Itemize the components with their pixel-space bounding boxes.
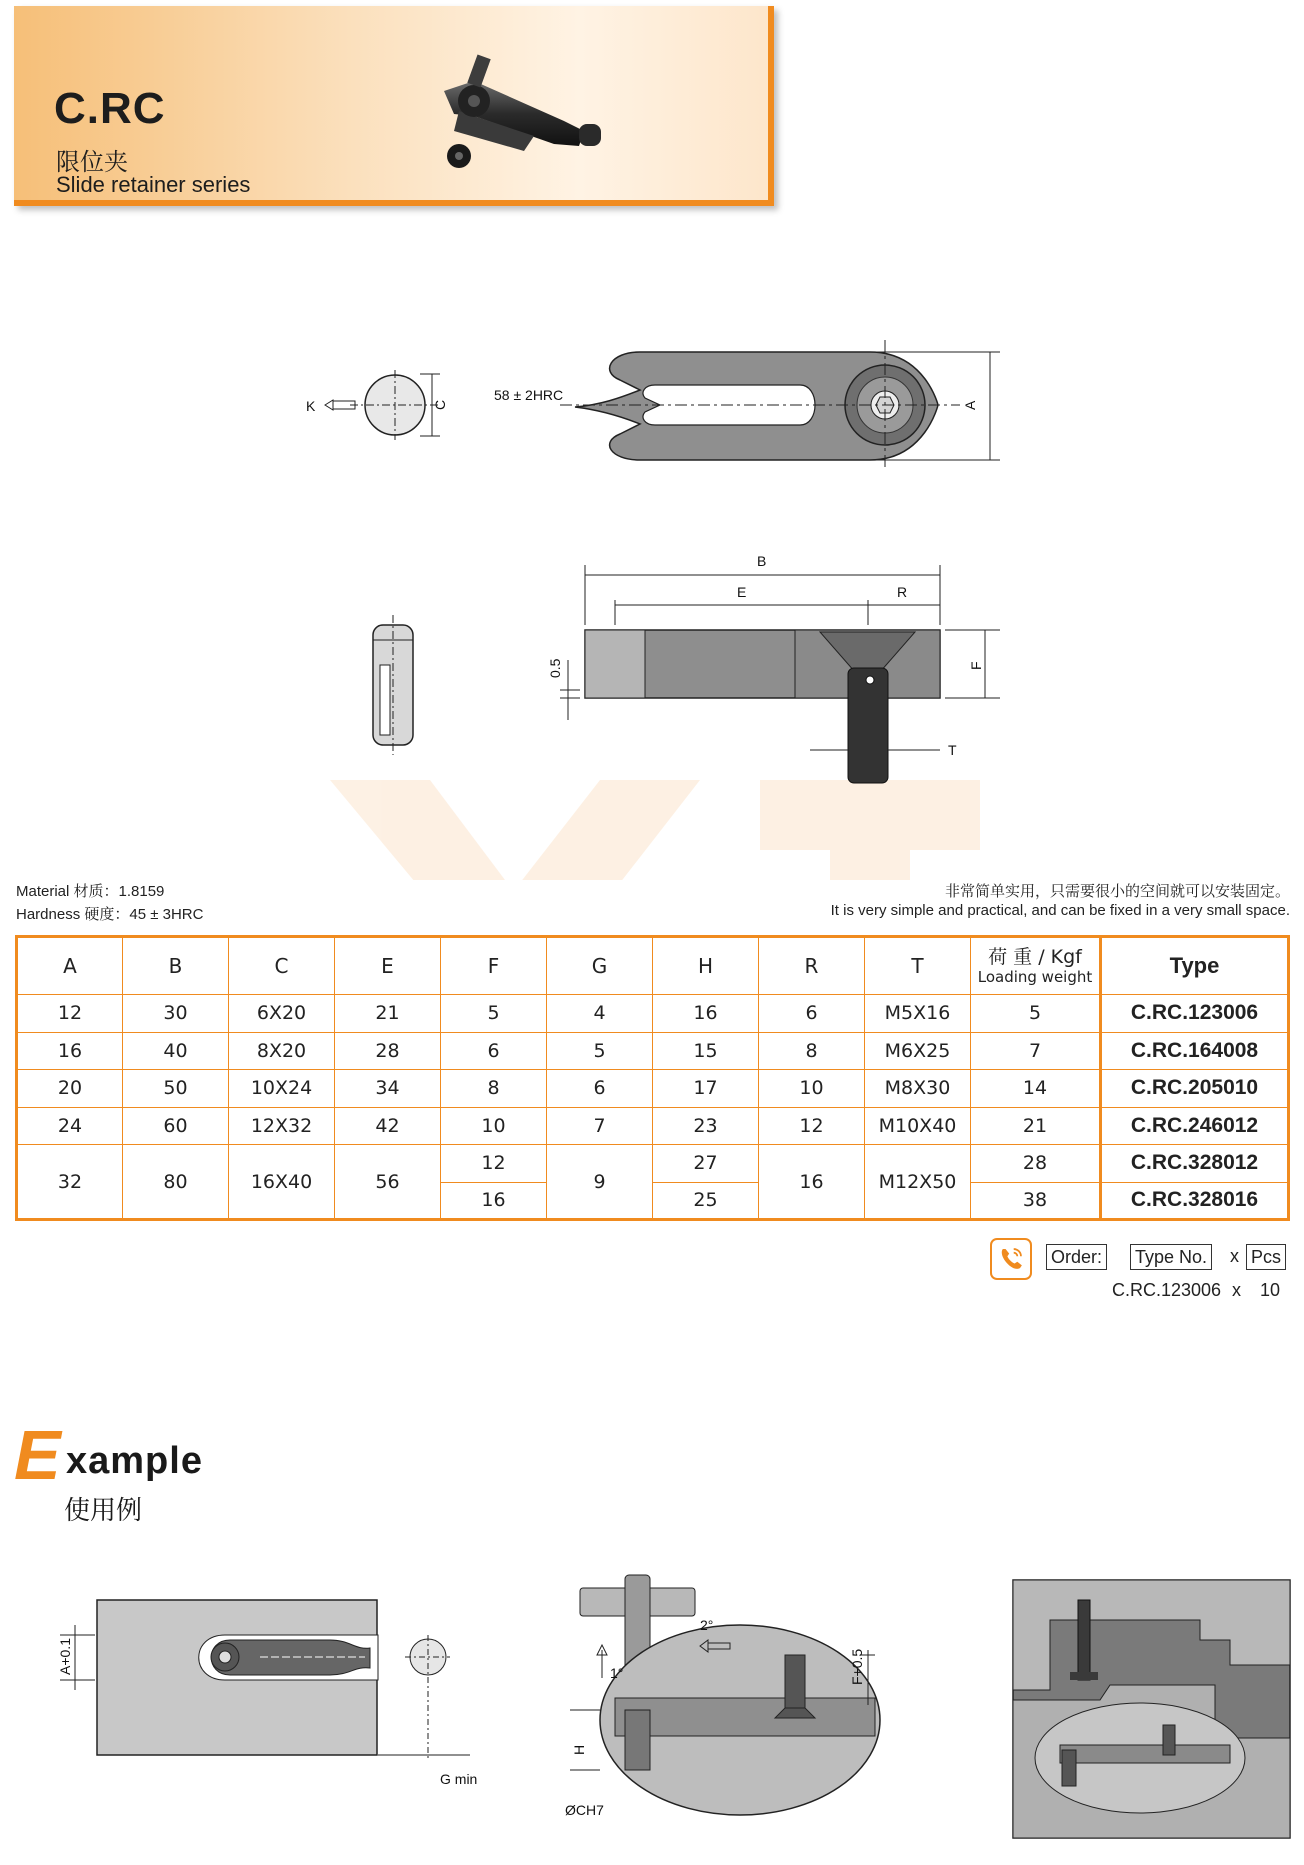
cell-h: 16	[653, 995, 759, 1033]
cell-a: 16	[17, 1032, 123, 1070]
col-header-g: G	[547, 937, 653, 995]
watermark	[330, 780, 980, 880]
cell-type: C.RC.123006	[1101, 995, 1289, 1033]
example-label-h: H	[571, 1744, 587, 1755]
col-header-load	[971, 937, 1101, 995]
cell-g: 4	[547, 995, 653, 1033]
col-header-r: R	[759, 937, 865, 995]
col-header-a: A	[17, 937, 123, 995]
order-example-qty: 10	[1260, 1280, 1281, 1300]
cell-load: 21	[971, 1107, 1101, 1145]
col-header-t: T	[865, 937, 971, 995]
col-header-h: H	[653, 937, 759, 995]
order-pcs: Pcs	[1246, 1244, 1286, 1270]
cell-type: C.RC.328016	[1101, 1182, 1289, 1220]
hardness-text: Hardness 硬度：45 ± 3HRC	[16, 906, 204, 923]
cell-t: M8X30	[865, 1070, 971, 1108]
cell-t: M5X16	[865, 995, 971, 1033]
cell-type: C.RC.205010	[1101, 1070, 1289, 1108]
load-header-bottom: Loading weight	[977, 968, 1093, 986]
product-name-en: Slide retainer series	[56, 172, 251, 197]
cell-load: 5	[971, 995, 1101, 1033]
example-label-1deg: 1°	[610, 1665, 624, 1681]
cell-load: 14	[971, 1070, 1101, 1108]
cell-a: 24	[17, 1107, 123, 1145]
table-row	[17, 995, 1289, 1033]
cell-g: 7	[547, 1107, 653, 1145]
note-cn: 非常简单实用，只需要很小的空间就可以安装固定。	[944, 883, 1290, 900]
dim-label-e: E	[737, 584, 747, 600]
example-assembly-view	[1013, 1580, 1290, 1838]
side-view-small	[373, 615, 413, 755]
example-section-view	[565, 1575, 880, 1818]
example-label-a: A+0.1	[57, 1638, 73, 1675]
product-code: C.RC	[54, 84, 166, 133]
side-view-main	[547, 553, 1000, 783]
cell-r: 8	[759, 1032, 865, 1070]
cell-e: 42	[335, 1107, 441, 1145]
dim-label-b: B	[757, 553, 767, 569]
cell-f: 16	[441, 1182, 547, 1220]
note-en: It is very simple and practical, and can be fixed in a very small space.	[830, 902, 1290, 919]
table-row	[17, 1145, 1289, 1183]
material-text: Material 材质：1.8159	[16, 883, 165, 900]
cell-t: M6X25	[865, 1032, 971, 1070]
cell-h: 17	[653, 1070, 759, 1108]
cell-b: 50	[123, 1070, 229, 1108]
cell-c: 16X40	[229, 1145, 335, 1220]
cell-load: 38	[971, 1182, 1101, 1220]
cell-c: 6X20	[229, 995, 335, 1033]
cell-b: 60	[123, 1107, 229, 1145]
order-example-type: C.RC.123006	[1112, 1280, 1222, 1300]
example-label-2deg: 2°	[700, 1617, 714, 1633]
order-label: Order:	[1046, 1244, 1107, 1270]
example-label-ch7: ØCH7	[565, 1802, 604, 1818]
cell-h: 25	[653, 1182, 759, 1220]
col-header-type: Type	[1101, 937, 1289, 995]
cell-c: 8X20	[229, 1032, 335, 1070]
cell-r: 10	[759, 1070, 865, 1108]
table-header-row	[17, 937, 1289, 995]
cell-f: 12	[441, 1145, 547, 1183]
order-type-no: Type No.	[1130, 1244, 1212, 1270]
dim-label-t: T	[948, 742, 957, 758]
cell-e: 34	[335, 1070, 441, 1108]
table-row	[17, 1107, 1289, 1145]
cell-e: 56	[335, 1145, 441, 1220]
view-label-k: K	[306, 398, 316, 414]
example-title-initial: E	[14, 1416, 61, 1494]
cell-h: 15	[653, 1032, 759, 1070]
cell-e: 28	[335, 1032, 441, 1070]
cell-f: 10	[441, 1107, 547, 1145]
cell-f: 5	[441, 995, 547, 1033]
example-title-rest: xample	[66, 1440, 203, 1482]
col-header-e: E	[335, 937, 441, 995]
dim-label-f: F	[968, 661, 984, 670]
cell-r: 12	[759, 1107, 865, 1145]
cell-a: 32	[17, 1145, 123, 1220]
cell-b: 80	[123, 1145, 229, 1220]
cell-b: 40	[123, 1032, 229, 1070]
end-view	[306, 370, 448, 440]
dim-label-c: C	[432, 399, 448, 410]
example-drawings	[0, 1560, 1304, 1860]
cell-load: 7	[971, 1032, 1101, 1070]
order-times: x	[1230, 1246, 1239, 1266]
cell-h: 23	[653, 1107, 759, 1145]
cell-a: 20	[17, 1070, 123, 1108]
cell-t: M12X50	[865, 1145, 971, 1220]
order-example-times: x	[1232, 1280, 1241, 1300]
col-header-f: F	[441, 937, 547, 995]
cell-h: 27	[653, 1145, 759, 1183]
cell-a: 12	[17, 995, 123, 1033]
dim-label-a: A	[962, 400, 978, 410]
hardness-callout: 58 ± 2HRC	[494, 387, 564, 403]
table-row	[17, 1032, 1289, 1070]
cell-load: 28	[971, 1145, 1101, 1183]
phone-icon	[990, 1238, 1032, 1280]
cell-f: 8	[441, 1070, 547, 1108]
cell-type: C.RC.246012	[1101, 1107, 1289, 1145]
dim-label-gap: 0.5	[547, 658, 563, 678]
cell-type: C.RC.328012	[1101, 1145, 1289, 1183]
cell-b: 30	[123, 995, 229, 1033]
cell-r: 16	[759, 1145, 865, 1220]
cell-f: 6	[441, 1032, 547, 1070]
example-title-cn: 使用例	[64, 1495, 143, 1525]
spec-table	[15, 935, 1290, 1221]
example-top-view	[57, 1600, 477, 1787]
col-header-b: B	[123, 937, 229, 995]
cell-g: 6	[547, 1070, 653, 1108]
cell-t: M10X40	[865, 1107, 971, 1145]
example-label-f: F+0.5	[849, 1648, 865, 1685]
cell-e: 21	[335, 995, 441, 1033]
product-name-cn: 限位夹	[56, 149, 128, 176]
cell-g: 9	[547, 1145, 653, 1220]
order-info	[990, 1238, 1290, 1318]
plan-view	[494, 340, 1000, 470]
dim-label-r: R	[897, 584, 908, 600]
cell-c: 10X24	[229, 1070, 335, 1108]
cell-r: 6	[759, 995, 865, 1033]
table-row	[17, 1070, 1289, 1108]
example-label-gmin: G min	[440, 1771, 478, 1787]
col-header-c: C	[229, 937, 335, 995]
load-header-top: 荷 重 / Kgf	[988, 946, 1082, 968]
cell-g: 5	[547, 1032, 653, 1070]
cell-c: 12X32	[229, 1107, 335, 1145]
cell-type: C.RC.164008	[1101, 1032, 1289, 1070]
technical-drawing	[0, 0, 1304, 880]
